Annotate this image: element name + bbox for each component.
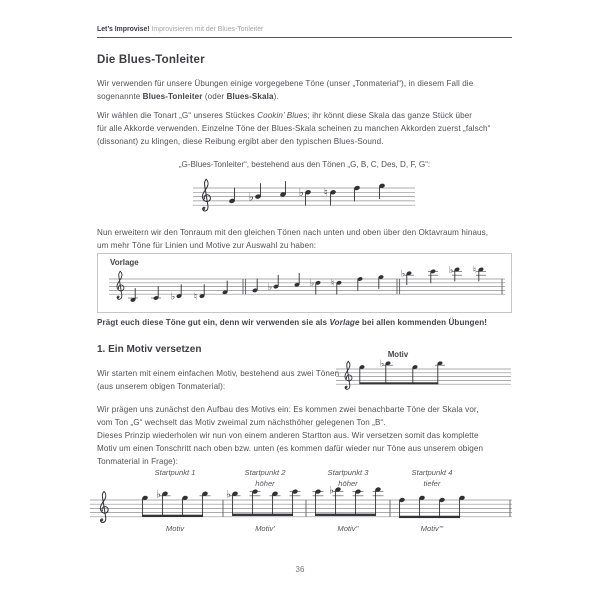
startpunkt-label-2: Startpunkt 2 [244, 468, 286, 477]
text-line: sogenannte [97, 92, 143, 101]
paragraph-motiv-intro [97, 367, 347, 393]
svg-text:♭: ♭ [170, 291, 176, 303]
term-cookin-blues: Cookin’ Blues [257, 111, 308, 120]
startpunkt-label-1: Startpunkt 1 [154, 468, 196, 477]
text-line: bei allen kommenden Übungen! [359, 318, 488, 327]
svg-text:♭: ♭ [309, 278, 315, 290]
vorlage-note [97, 316, 515, 329]
page-number: 36 [295, 565, 305, 574]
text-line: vom Ton „G“ wechselt das Motiv zweimal zum nächsthöher gelegenen Ton „B“. [97, 418, 386, 427]
paragraph-tonraum [97, 226, 515, 252]
header-brand: Let’s Improvise! [97, 26, 150, 33]
page-header [97, 26, 512, 38]
motiv-variant-4: Motiv’’’ [420, 524, 444, 533]
motiv-variant-2: Motiv’ [255, 524, 275, 533]
svg-text:♭: ♭ [225, 488, 231, 501]
scale-staff [193, 174, 415, 220]
motiv-label: Motiv [387, 350, 409, 359]
startpunkte-staff [90, 486, 512, 542]
motiv-staff [336, 348, 511, 398]
svg-text:♭: ♭ [248, 190, 254, 204]
svg-text:♭: ♭ [379, 358, 385, 370]
term-blues-skala: Blues-Skala [226, 92, 274, 101]
text-line: (dissonant) zu klingen, diese Reibung ergibt aber den typischen Blues-Sound. [97, 137, 384, 146]
svg-text:♮: ♮ [323, 186, 328, 200]
text-line: Dieses Prinzip wiederholen wir nun von einem anderen Startton aus. Wir versetzen somit das komplette [97, 431, 479, 440]
text-line: Prägt euch diese Töne gut ein, denn wir verwenden sie als [97, 318, 330, 327]
svg-text:♭: ♭ [448, 264, 454, 276]
text-line: Wir prägen uns zunächst den Aufbau des Motivs ein: Es kommen zwei benachbarte Töne der Skala vor, [97, 405, 479, 414]
svg-text:♭: ♭ [400, 268, 406, 280]
text-line: um mehr Töne für Linien und Motive zur Auswahl zu haben: [97, 241, 317, 250]
startpunkt-label-3: Startpunkt 3 [327, 468, 369, 477]
svg-text:♭: ♭ [328, 484, 334, 497]
paragraph-versetzen [97, 403, 515, 468]
text-line: ). [273, 92, 279, 101]
paragraph-intro-2 [97, 109, 515, 148]
text-line: ; ihr könnt diese Skala das ganze Stück über [307, 111, 473, 120]
text-line: Wir starten mit einem einfachen Motiv, bestehend aus zwei Tönen [97, 369, 340, 378]
term-blues-tonleiter: Blues-Tonleiter [142, 92, 203, 101]
motiv-variant-1: Motiv [165, 524, 185, 533]
motiv-variant-3: Motiv’’ [337, 524, 359, 533]
text-line: für alle Akkorde verwenden. Einzelne Töne der Blues-Skala scheinen zu manchen Akkorden zuerst „falsch“ [97, 124, 491, 133]
text-line: (aus unserem obigen Tonmaterial): [97, 382, 226, 391]
startpunkt-sub-4: tiefer [423, 479, 441, 488]
startpunkt-sub-3: höher [338, 479, 358, 488]
text-line: Nun erweitern wir den Tonraum mit den gleichen Tönen nach unten und oben über den Oktavraum hinaus, [97, 228, 489, 237]
text-line: Wir wählen die Tonart „G“ unseres Stückes [97, 111, 258, 120]
term-vorlage: Vorlage [329, 318, 360, 327]
svg-text:♮: ♮ [193, 291, 198, 303]
startpunkt-label-4: Startpunkt 4 [411, 468, 453, 477]
text-line: Wir verwenden für unsere Übungen einige vorgegebene Töne (unser „Tonmaterial“), in diesem Fall die [97, 79, 474, 88]
svg-text:♭: ♭ [155, 488, 161, 501]
scale-caption: „G-Blues-Tonleiter“, bestehend aus den Tönen „G, B, C, Des, D, F, G“: [178, 160, 431, 169]
svg-text:♭: ♭ [298, 186, 304, 200]
paragraph-intro-1 [97, 77, 515, 103]
svg-text:♭: ♭ [267, 282, 273, 294]
vorlage-staff [109, 264, 505, 307]
text-line: (oder [202, 92, 227, 101]
page-title: Die Blues-Tonleiter [97, 54, 205, 66]
svg-text:♮: ♮ [330, 278, 335, 290]
vorlage-label: Vorlage [110, 258, 139, 267]
svg-text:♮: ♮ [472, 264, 477, 276]
vorlage-box [97, 253, 512, 313]
header-subtitle: Improvisieren mit der Blues-Tonleiter [149, 26, 264, 33]
startpunkt-sub-2: höher [255, 479, 275, 488]
section-title: 1. Ein Motiv versetzen [97, 344, 202, 355]
text-line: Tonmaterial in Frage): [97, 457, 178, 466]
text-line: Motiv um einen Tonschritt nach oben bzw. unten (es kommen dafür wieder nur Töne aus unserem obigen [97, 444, 484, 453]
